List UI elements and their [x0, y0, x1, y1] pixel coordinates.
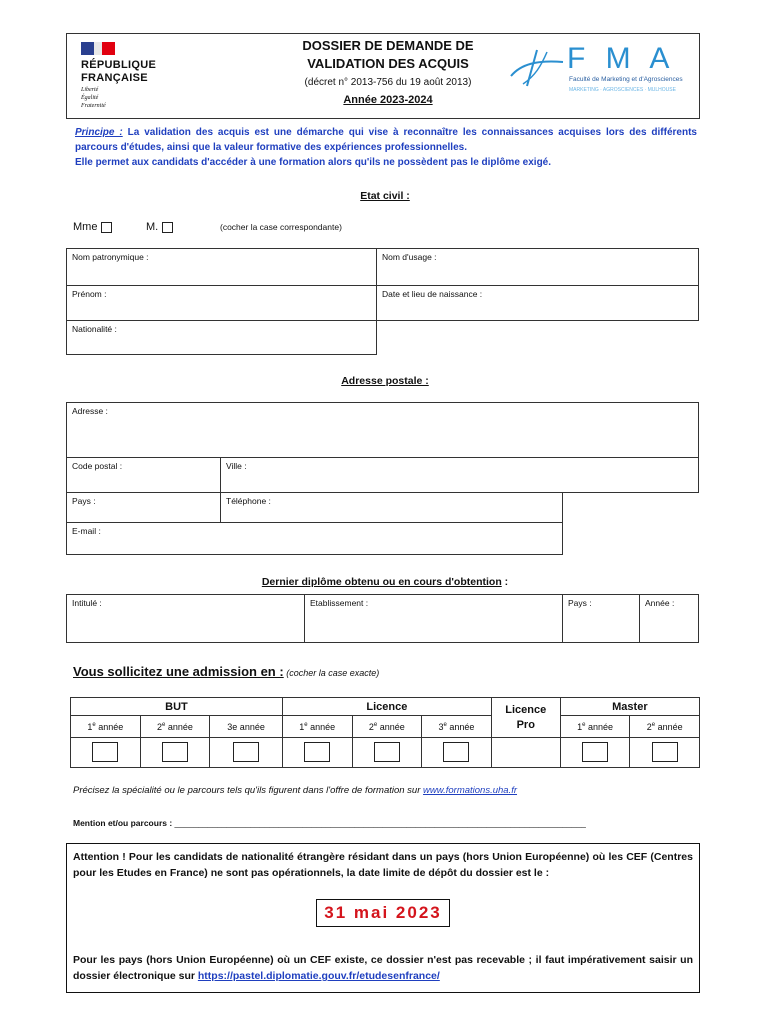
cell-but-3 [210, 738, 283, 768]
academic-year: Année 2023-2024 [343, 94, 433, 106]
mme-checkbox[interactable] [101, 222, 112, 233]
diplome-pays-label: Pays : [568, 598, 592, 608]
specialite-text [73, 785, 517, 796]
attention-box [66, 843, 700, 993]
m-label: M. [146, 221, 159, 233]
doc-title-line1: DOSSIER DE DEMANDE DE [302, 38, 474, 53]
licence-year-2: 2e année [352, 716, 422, 738]
email-field[interactable] [66, 522, 563, 555]
telephone-label: Téléphone : [226, 496, 271, 506]
deadline-date-box [316, 899, 450, 927]
checkbox-master-2[interactable] [652, 742, 678, 762]
fma-swoosh-icon [507, 46, 567, 88]
prenom-label: Prénom : [72, 289, 107, 299]
telephone-field[interactable] [220, 492, 563, 523]
fma-logo [507, 44, 697, 104]
admission-hint: (cocher la case exacte) [283, 668, 380, 678]
diplome-title-text: Dernier diplôme obtenu ou en cours d'obtention [261, 576, 502, 588]
etablissement-field[interactable] [304, 594, 563, 643]
mention-input-line[interactable]: _______________________________________________________________________________________ [174, 818, 586, 828]
date-lieu-naissance-label: Date et lieu de naissance : [382, 289, 483, 299]
cell-master-1 [560, 738, 630, 768]
fma-sub1: Faculté de Marketing et d'Agrosciences [569, 76, 683, 83]
nom-usage-field[interactable] [376, 248, 699, 286]
pays-label: Pays : [72, 496, 96, 506]
but-year-3: 3e année [210, 716, 283, 738]
mention-label: Mention et/ou parcours : [73, 818, 173, 828]
annee-field[interactable] [639, 594, 699, 643]
adresse-label: Adresse : [72, 406, 108, 416]
rf-line1: RÉPUBLIQUE [81, 59, 157, 71]
intitule-label: Intitulé : [72, 598, 102, 608]
etablissement-label: Etablissement : [310, 598, 369, 608]
annee-label: Année : [645, 598, 675, 608]
attention-text2 [73, 952, 693, 984]
header-box [66, 33, 700, 119]
principle-label: Principe : [75, 127, 123, 138]
cell-but-2 [140, 738, 210, 768]
admission-heading [73, 664, 379, 679]
rf-motto1: Liberté [81, 87, 99, 93]
code-postal-field[interactable] [66, 457, 221, 493]
pays-field[interactable] [66, 492, 221, 523]
civility-hint: (cocher la case correspondante) [220, 222, 342, 232]
cell-licence-pro [491, 738, 560, 768]
licence-pro-l1: Licence [505, 703, 547, 716]
checkbox-but-3[interactable] [233, 742, 259, 762]
marianne-flag-icon [81, 42, 115, 55]
mme-label: Mme [73, 221, 98, 233]
nationalite-label: Nationalité : [72, 324, 117, 334]
cell-master-2 [630, 738, 700, 768]
master-year-2: 2e année [630, 716, 700, 738]
date-lieu-naissance-field[interactable] [376, 285, 699, 321]
cell-but-1 [71, 738, 141, 768]
but-year-1: 1e année [71, 716, 141, 738]
checkbox-licence-2[interactable] [374, 742, 400, 762]
deadline-date: 31 mai 2023 [324, 903, 442, 922]
principle-text2: Elle permet aux candidats d'accéder à une formation alors qu'ils ne possèdent pas le diplôme exigé. [75, 157, 552, 168]
code-postal-label: Code postal : [72, 461, 123, 471]
mme-option[interactable] [73, 221, 112, 233]
checkbox-but-2[interactable] [162, 742, 188, 762]
nom-usage-label: Nom d'usage : [382, 252, 437, 262]
email-label: E-mail : [72, 526, 101, 536]
decree-ref: (décret n° 2013-756 du 19 août 2013) [304, 77, 472, 88]
etat-civil-title: Etat civil : [360, 190, 410, 202]
checkbox-but-1[interactable] [92, 742, 118, 762]
master-year-1: 1e année [560, 716, 630, 738]
principle-paragraph [75, 125, 697, 170]
fma-sub2: MARKETING · AGROSCIENCES · MULHOUSE [569, 87, 676, 93]
diplome-title-colon: : [501, 576, 509, 588]
rf-line2: FRANÇAISE [81, 72, 148, 84]
but-year-2: 2e année [140, 716, 210, 738]
group-master: Master [560, 698, 699, 716]
admission-title: Vous sollicitez une admission en : [73, 664, 284, 679]
rf-motto2: Égalité [81, 95, 99, 101]
cell-licence-3 [422, 738, 492, 768]
doc-title-line2: VALIDATION DES ACQUIS [307, 56, 469, 71]
formations-link[interactable]: www.formations.uha.fr [423, 785, 518, 796]
adresse-title: Adresse postale : [341, 375, 429, 387]
group-but: BUT [71, 698, 283, 716]
rf-motto3: Fraternité [81, 103, 106, 109]
specialite-label: Précisez la spécialité ou le parcours tels qu'ils figurent dans l'offre de formation sur [73, 785, 424, 796]
ville-label: Ville : [226, 461, 247, 471]
diplome-pays-field[interactable] [562, 594, 640, 643]
fma-letters: F M A [567, 42, 676, 75]
licence-pro-l2: Pro [516, 718, 535, 731]
checkbox-master-1[interactable] [582, 742, 608, 762]
group-licence: Licence [282, 698, 491, 716]
m-checkbox[interactable] [162, 222, 173, 233]
nom-patronymique-field[interactable] [66, 248, 377, 286]
adresse-field[interactable] [66, 402, 699, 458]
diplome-title [0, 576, 770, 588]
nom-patronymique-label: Nom patronymique : [72, 252, 149, 262]
licence-year-1: 1e année [282, 716, 352, 738]
cell-licence-1 [282, 738, 352, 768]
pastel-link[interactable]: https://pastel.diplomatie.gouv.fr/etudesenfrance/ [197, 970, 440, 982]
m-option[interactable] [146, 221, 173, 233]
nationalite-field[interactable] [66, 320, 377, 355]
licence-year-3: 3e année [422, 716, 492, 738]
mention-row [73, 818, 586, 828]
checkbox-licence-1[interactable] [304, 742, 330, 762]
cell-licence-2 [352, 738, 422, 768]
attention-text1: Attention ! Pour les candidats de nationalité étrangère résidant dans un pays (hors Union Européenne) où les CEF (Centres pour les Etudes en France) ne sont pas opérationnels, la date limite de dépôt du dossier est le : [73, 851, 693, 879]
intitule-field[interactable] [66, 594, 305, 643]
ville-field[interactable] [220, 457, 699, 493]
group-licence-pro [491, 698, 560, 738]
prenom-field[interactable] [66, 285, 377, 321]
checkbox-licence-3[interactable] [443, 742, 469, 762]
principle-text1: La validation des acquis est une démarche qui vise à reconnaître les connaissances acquises lors des différents parcours d'études, ainsi que la valeur formative des expériences professionnelles. [75, 127, 697, 153]
republique-francaise-logo [81, 42, 191, 114]
admission-table [70, 697, 700, 768]
attention-text2-body: Pour les pays (hors Union Européenne) où un CEF existe, ce dossier n'est pas recevable ; il faut impérativement saisir un dossier électronique sur [73, 954, 693, 982]
